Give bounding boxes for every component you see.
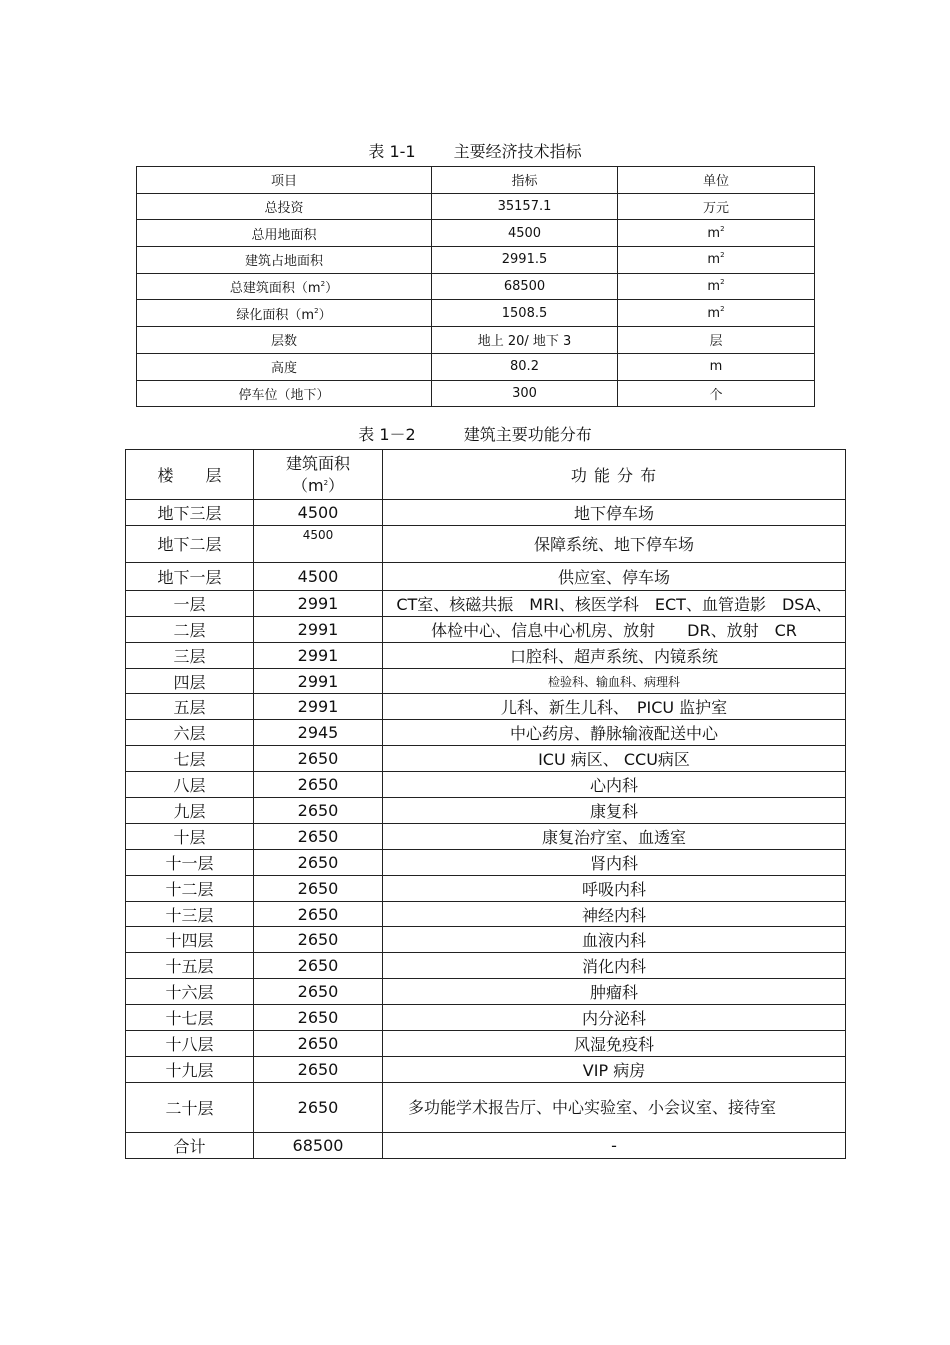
table2-caption <box>0 422 950 445</box>
cell-area: 4500 <box>254 500 383 526</box>
cell-area: 2650 <box>254 1031 383 1057</box>
cell-area: 2650 <box>254 772 383 798</box>
cell-item: 总用地面积 <box>137 220 432 247</box>
cell-item: 高度 <box>137 353 432 380</box>
cell-unit: m <box>618 353 815 380</box>
cell-area: 4500 <box>254 525 383 562</box>
cell-area: 2650 <box>254 875 383 901</box>
table-row <box>126 562 846 590</box>
table-row <box>126 1132 846 1158</box>
cell-value: 300 <box>432 380 618 407</box>
table1-caption-number: 表 1-1 <box>368 142 416 161</box>
table-row <box>126 616 846 642</box>
cell-function: CT室、核磁共振 MRI、核医学科 ECT、血管造影 DSA、 <box>383 590 846 616</box>
table-row <box>126 798 846 824</box>
table-row <box>126 642 846 668</box>
cell-function: - <box>383 1132 846 1158</box>
cell-floor: 一层 <box>126 590 254 616</box>
cell-item: 停车位（地下） <box>137 380 432 407</box>
cell-floor: 地下二层 <box>126 525 254 562</box>
cell-value: 68500 <box>432 273 618 300</box>
table-row <box>126 1005 846 1031</box>
cell-floor: 地下一层 <box>126 562 254 590</box>
cell-area: 2650 <box>254 1056 383 1082</box>
cell-area: 2991 <box>254 590 383 616</box>
cell-function: 口腔科、超声系统、内镜系统 <box>383 642 846 668</box>
cell-item: 建筑占地面积 <box>137 247 432 274</box>
cell-floor: 十一层 <box>126 849 254 875</box>
cell-function: 血液内科 <box>383 927 846 953</box>
table-row <box>137 300 815 327</box>
cell-area: 2991 <box>254 694 383 720</box>
cell-area: 2991 <box>254 642 383 668</box>
table-row <box>126 500 846 526</box>
cell-function: 消化内科 <box>383 953 846 979</box>
header-value: 指标 <box>432 167 618 194</box>
table-row <box>126 901 846 927</box>
cell-floor: 十四层 <box>126 927 254 953</box>
cell-item: 总建筑面积$(m^2)$ <box>137 273 432 300</box>
cell-function: 肿瘤科 <box>383 979 846 1005</box>
cell-function: 中心药房、静脉输液配送中心 <box>383 720 846 746</box>
cell-area: 2650 <box>254 1082 383 1132</box>
cell-function: 神经内科 <box>383 901 846 927</box>
cell-area: 68500 <box>254 1132 383 1158</box>
cell-floor: 地下三层 <box>126 500 254 526</box>
cell-floor: 十二层 <box>126 875 254 901</box>
table-row <box>126 1082 846 1132</box>
cell-floor: 十三层 <box>126 901 254 927</box>
header-floor: 楼 层 <box>126 450 254 500</box>
cell-floor: 十七层 <box>126 1005 254 1031</box>
cell-item: 绿化面积$(m^2)$ <box>137 300 432 327</box>
cell-floor: 二层 <box>126 616 254 642</box>
cell-area: 2650 <box>254 901 383 927</box>
cell-function: 儿科、新生儿科、 PICU 监护室 <box>383 694 846 720</box>
table-row <box>126 927 846 953</box>
cell-floor: 四层 <box>126 668 254 694</box>
cell-unit: 万元 <box>618 193 815 220</box>
table-row <box>126 525 846 562</box>
cell-function: VIP 病房 <box>383 1056 846 1082</box>
cell-area: 2650 <box>254 798 383 824</box>
cell-area: 2945 <box>254 720 383 746</box>
table2-caption-title: 建筑主要功能分布 <box>463 425 592 444</box>
table-row <box>126 1056 846 1082</box>
table-row <box>126 953 846 979</box>
cell-value: 80.2 <box>432 353 618 380</box>
header-area-unit: $(m^2)$ <box>291 475 345 495</box>
cell-floor: 十层 <box>126 823 254 849</box>
cell-value: 地上 20/ 地下 3 <box>432 327 618 354</box>
table-row <box>137 353 815 380</box>
table-row <box>126 849 846 875</box>
cell-area: 2650 <box>254 927 383 953</box>
table-row <box>137 380 815 407</box>
cell-function: 保障系统、地下停车场 <box>383 525 846 562</box>
cell-function: 地下停车场 <box>383 500 846 526</box>
cell-unit: 个 <box>618 380 815 407</box>
cell-unit: 层 <box>618 327 815 354</box>
table-row <box>137 273 815 300</box>
table-row <box>126 772 846 798</box>
cell-function: 内分泌科 <box>383 1005 846 1031</box>
cell-area: 2991 <box>254 668 383 694</box>
table-row <box>126 694 846 720</box>
cell-function: 康复治疗室、血透室 <box>383 823 846 849</box>
cell-function: 心内科 <box>383 772 846 798</box>
table-row <box>126 746 846 772</box>
table1-caption <box>0 139 950 162</box>
cell-floor: 三层 <box>126 642 254 668</box>
cell-floor: 十九层 <box>126 1056 254 1082</box>
cell-area: 2650 <box>254 746 383 772</box>
cell-function: 多功能学术报告厅、中心实验室、小会议室、接待室 <box>383 1082 846 1132</box>
cell-area: 2650 <box>254 849 383 875</box>
cell-area: 4500 <box>254 562 383 590</box>
cell-unit: $m^2$ <box>618 273 815 300</box>
table-row <box>137 247 815 274</box>
cell-floor: 二十层 <box>126 1082 254 1132</box>
header-area-label: 建筑面积 <box>285 453 350 473</box>
table-row <box>137 220 815 247</box>
table-row <box>126 668 846 694</box>
header-unit: 单位 <box>618 167 815 194</box>
table-row <box>126 720 846 746</box>
cell-area: 2991 <box>254 616 383 642</box>
table-row <box>126 979 846 1005</box>
table-row <box>126 590 846 616</box>
cell-unit: $m^2$ <box>618 220 815 247</box>
cell-floor: 八层 <box>126 772 254 798</box>
cell-floor: 七层 <box>126 746 254 772</box>
table-header-row <box>137 167 815 194</box>
cell-floor: 十六层 <box>126 979 254 1005</box>
cell-function: 检验科、输血科、病理科 <box>383 668 846 694</box>
cell-unit: $m^2$ <box>618 300 815 327</box>
table2-caption-number: 表 1－2 <box>358 425 416 444</box>
cell-floor: 十五层 <box>126 953 254 979</box>
cell-value: 4500 <box>432 220 618 247</box>
economic-indicators-table <box>136 166 815 407</box>
table1-caption-title: 主要经济技术指标 <box>453 142 582 161</box>
header-area <box>254 450 383 500</box>
cell-function: 肾内科 <box>383 849 846 875</box>
table-header-row <box>126 450 846 500</box>
cell-value: 1508.5 <box>432 300 618 327</box>
table-row <box>126 875 846 901</box>
table-row <box>137 193 815 220</box>
cell-function: 体检中心、信息中心机房、放射 DR、放射 CR <box>383 616 846 642</box>
cell-function: ICU 病区、 CCU病区 <box>383 746 846 772</box>
cell-area: 2650 <box>254 953 383 979</box>
cell-area: 2650 <box>254 1005 383 1031</box>
table-row <box>126 823 846 849</box>
cell-area: 2650 <box>254 979 383 1005</box>
cell-floor: 九层 <box>126 798 254 824</box>
cell-floor: 合计 <box>126 1132 254 1158</box>
cell-item: 层数 <box>137 327 432 354</box>
cell-function: 风湿免疫科 <box>383 1031 846 1057</box>
floor-function-table <box>125 449 846 1159</box>
cell-value: 2991.5 <box>432 247 618 274</box>
cell-value: 35157.1 <box>432 193 618 220</box>
cell-function: 呼吸内科 <box>383 875 846 901</box>
cell-function: 供应室、停车场 <box>383 562 846 590</box>
header-function: 功 能 分 布 <box>383 450 846 500</box>
cell-area: 2650 <box>254 823 383 849</box>
cell-unit: $m^2$ <box>618 247 815 274</box>
table-row <box>126 1031 846 1057</box>
cell-floor: 六层 <box>126 720 254 746</box>
cell-floor: 十八层 <box>126 1031 254 1057</box>
cell-floor: 五层 <box>126 694 254 720</box>
cell-item: 总投资 <box>137 193 432 220</box>
cell-function: 康复科 <box>383 798 846 824</box>
table-row <box>137 327 815 354</box>
header-item: 项目 <box>137 167 432 194</box>
